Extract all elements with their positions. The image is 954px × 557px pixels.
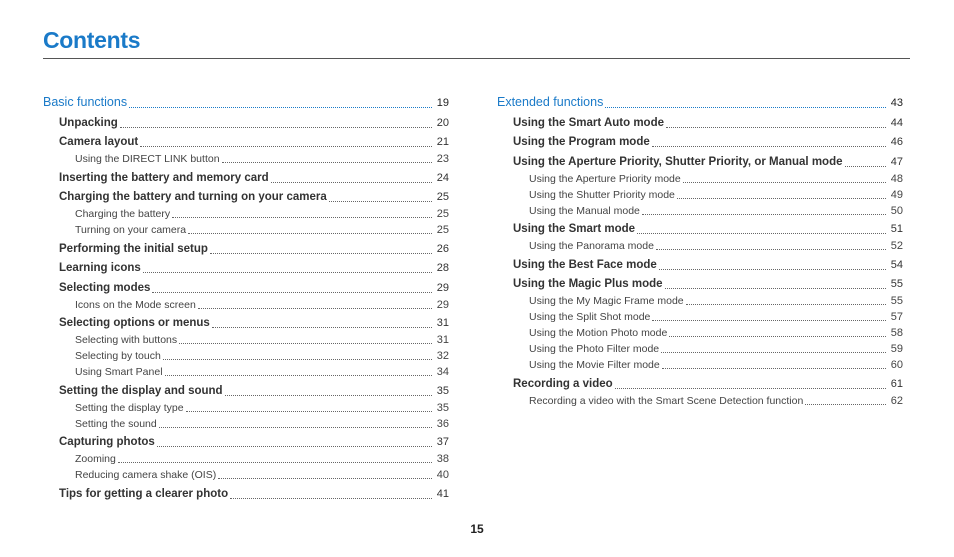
toc-leader-dots	[179, 342, 432, 344]
toc-entry[interactable]	[497, 257, 903, 274]
toc-page-number: 24	[436, 171, 449, 184]
toc-leader-dots	[637, 232, 886, 234]
toc-entry[interactable]	[43, 383, 449, 400]
toc-page-number: 57	[890, 311, 903, 323]
toc-entry[interactable]	[43, 348, 449, 364]
toc-entry-label: Using the Manual mode	[529, 204, 640, 217]
toc-entry-label: Icons on the Mode screen	[75, 298, 196, 311]
toc-page-number: 29	[436, 298, 449, 311]
toc-entry-label: Tips for getting a clearer photo	[59, 487, 229, 500]
toc-entry-label: Unpacking	[59, 116, 118, 129]
toc-leader-dots	[642, 213, 886, 215]
toc-leader-dots	[329, 200, 432, 202]
toc-entry[interactable]	[497, 238, 903, 254]
toc-leader-dots	[152, 291, 432, 293]
toc-section-basic-functions[interactable]	[43, 92, 449, 112]
toc-leader-dots	[661, 351, 886, 353]
toc-column-right	[497, 92, 903, 409]
toc-leader-dots	[120, 126, 432, 128]
toc-leader-dots	[615, 387, 886, 389]
toc-entry-label: Setting the sound	[75, 417, 157, 430]
toc-entry-label: Using the DIRECT LINK button	[75, 153, 220, 165]
page-number: 15	[470, 522, 484, 536]
toc-leader-dots	[652, 145, 886, 147]
toc-leader-dots	[222, 161, 432, 163]
toc-entry[interactable]	[43, 486, 449, 503]
toc-entry-label: Camera layout	[59, 136, 139, 148]
toc-entry[interactable]	[497, 203, 903, 219]
toc-entry-label: Using the Photo Filter mode	[529, 343, 660, 355]
toc-entry-label: Selecting modes	[59, 281, 151, 294]
toc-entry[interactable]	[43, 434, 449, 451]
toc-leader-dots	[805, 403, 886, 405]
toc-entry-label: Charging the battery	[75, 208, 171, 220]
toc-entry-label: Reducing camera shake (OIS)	[75, 469, 217, 481]
toc-entry[interactable]	[43, 364, 449, 380]
toc-page-number: 61	[890, 377, 903, 390]
toc-entry-label: Using the My Magic Frame mode	[529, 295, 684, 307]
toc-column-left	[43, 92, 449, 503]
toc-entry-label: Setting the display and sound	[59, 384, 223, 397]
toc-leader-dots	[140, 145, 432, 147]
toc-page-number: 50	[890, 204, 903, 217]
toc-page-number: 40	[436, 469, 449, 481]
toc-leader-dots	[212, 326, 432, 328]
toc-entry-label: Setting the display type	[75, 401, 184, 414]
toc-page-number: 44	[890, 116, 903, 129]
toc-leader-dots	[218, 477, 432, 479]
toc-entry[interactable]	[43, 134, 449, 151]
toc-page-number: 23	[436, 153, 449, 165]
toc-page-number: 19	[436, 97, 449, 109]
toc-leader-dots	[129, 106, 432, 108]
toc-page-number: 28	[436, 262, 449, 274]
toc-entry-label: Recording a video	[513, 377, 613, 390]
toc-entry-label: Using Smart Panel	[75, 366, 163, 378]
toc-page-number: 52	[890, 240, 903, 252]
toc-entry[interactable]	[43, 206, 449, 222]
toc-entry[interactable]	[43, 260, 449, 277]
toc-entry-label: Selecting with buttons	[75, 334, 178, 346]
toc-page-number: 34	[436, 366, 449, 378]
toc-section-extended-functions[interactable]	[497, 92, 903, 112]
toc-entry-label: Zooming	[75, 453, 116, 465]
toc-entry-label: Using the Motion Photo mode	[529, 327, 668, 339]
toc-leader-dots	[159, 426, 432, 428]
toc-entry-label: Learning icons	[59, 262, 141, 274]
toc-page-number: 25	[436, 191, 449, 203]
toc-page-number: 55	[890, 278, 903, 290]
toc-entry-label: Using the Smart mode	[513, 223, 636, 235]
toc-entry-label: Using the Movie Filter mode	[529, 359, 660, 371]
toc-page-number: 43	[890, 97, 903, 109]
toc-leader-dots	[605, 106, 886, 108]
toc-entry[interactable]	[497, 134, 903, 151]
toc-leader-dots	[225, 394, 432, 396]
toc-entry[interactable]	[43, 151, 449, 167]
toc-entry[interactable]	[43, 315, 449, 332]
toc-entry[interactable]	[43, 170, 449, 187]
toc-entry-label: Using the Split Shot mode	[529, 311, 651, 323]
toc-leader-dots	[188, 232, 432, 234]
toc-entry-label: Inserting the battery and memory card	[59, 171, 269, 184]
toc-page-number: 25	[436, 208, 449, 220]
toc-section-label: Extended functions	[497, 95, 604, 109]
toc-leader-dots	[683, 181, 886, 183]
toc-page-number: 54	[890, 258, 903, 271]
toc-entry-label: Using the Aperture Priority mode	[529, 172, 681, 185]
toc-leader-dots	[165, 374, 432, 376]
toc-leader-dots	[677, 197, 886, 199]
toc-section-label: Basic functions	[43, 95, 128, 109]
toc-page-number: 26	[436, 242, 449, 255]
toc-page-number: 38	[436, 453, 449, 465]
toc-entry[interactable]	[43, 416, 449, 432]
toc-entry[interactable]	[43, 280, 449, 297]
toc-page-number: 49	[890, 188, 903, 201]
toc-page-number: 60	[890, 359, 903, 371]
toc-entry-label: Performing the initial setup	[59, 242, 208, 255]
toc-leader-dots	[662, 367, 886, 369]
toc-entry[interactable]	[497, 293, 903, 309]
toc-entry[interactable]	[497, 376, 903, 393]
toc-leader-dots	[157, 445, 432, 447]
toc-page-number: 20	[436, 116, 449, 129]
toc-entry-label: Selecting by touch	[75, 350, 161, 362]
toc-entry[interactable]	[43, 332, 449, 348]
toc-entry-label: Using the Program mode	[513, 136, 650, 148]
toc-page-number: 35	[436, 384, 449, 397]
page-title: Contents	[43, 27, 141, 53]
toc-leader-dots	[666, 126, 886, 128]
toc-entry-label: Recording a video with the Smart Scene Detection function	[529, 394, 804, 407]
toc-page-number: 36	[436, 417, 449, 430]
toc-entry[interactable]	[43, 241, 449, 258]
toc-entry-label: Charging the battery and turning on your camera	[59, 191, 327, 203]
toc-page-number: 46	[890, 136, 903, 148]
toc-entry-label: Using the Best Face mode	[513, 258, 657, 271]
toc-page-number: 35	[436, 401, 449, 414]
toc-entry[interactable]	[43, 222, 449, 238]
toc-leader-dots	[198, 307, 432, 309]
toc-leader-dots	[665, 287, 886, 289]
toc-entry-label: Selecting options or menus	[59, 317, 210, 329]
toc-entry-label: Using the Shutter Priority mode	[529, 188, 675, 201]
toc-entry-label: Using the Panorama mode	[529, 240, 654, 252]
toc-page-number: 41	[436, 487, 449, 500]
toc-leader-dots	[118, 461, 432, 463]
toc-entry-label: Capturing photos	[59, 436, 155, 448]
toc-entry[interactable]	[497, 221, 903, 238]
toc-leader-dots	[845, 165, 887, 167]
toc-page-number: 59	[890, 343, 903, 355]
toc-entry-label: Using the Smart Auto mode	[513, 116, 664, 129]
toc-leader-dots	[652, 319, 886, 321]
toc-entry-label: Using the Magic Plus mode	[513, 278, 663, 290]
toc-page-number: 47	[890, 155, 903, 168]
toc-entry[interactable]	[497, 187, 903, 203]
toc-leader-dots	[271, 181, 432, 183]
toc-leader-dots	[230, 497, 432, 499]
toc-entry[interactable]	[43, 115, 449, 132]
toc-entry[interactable]	[43, 297, 449, 313]
toc-leader-dots	[172, 216, 432, 218]
toc-page-number: 62	[890, 394, 903, 407]
title-divider	[43, 58, 910, 59]
toc-page-number: 29	[436, 281, 449, 294]
toc-entry[interactable]	[497, 325, 903, 341]
toc-leader-dots	[163, 358, 432, 360]
toc-leader-dots	[186, 410, 432, 412]
toc-entry[interactable]	[43, 451, 449, 467]
toc-entry-label: Using the Aperture Priority, Shutter Priority, or Manual mode	[513, 155, 843, 168]
toc-entry[interactable]	[497, 309, 903, 325]
toc-entry[interactable]	[497, 357, 903, 373]
toc-leader-dots	[656, 248, 886, 250]
toc-entries-left	[43, 115, 449, 503]
toc-page-number: 31	[436, 334, 449, 346]
toc-entries-right	[497, 115, 903, 409]
toc-page-number: 58	[890, 327, 903, 339]
toc-page-number: 31	[436, 317, 449, 329]
toc-entry[interactable]	[497, 393, 903, 409]
toc-entry[interactable]	[497, 154, 903, 171]
toc-entry[interactable]	[43, 189, 449, 206]
toc-page-number: 55	[890, 295, 903, 307]
toc-page-number: 21	[436, 136, 449, 148]
toc-entry[interactable]	[43, 400, 449, 416]
toc-leader-dots	[686, 303, 886, 305]
toc-page-number: 48	[890, 172, 903, 185]
toc-entry[interactable]	[497, 171, 903, 187]
toc-page-number: 32	[436, 350, 449, 362]
toc-entry-label: Turning on your camera	[75, 224, 187, 236]
toc-leader-dots	[143, 271, 432, 273]
toc-entry[interactable]	[497, 115, 903, 132]
toc-page-number: 51	[890, 223, 903, 235]
toc-leader-dots	[210, 252, 432, 254]
toc-entry[interactable]	[43, 467, 449, 483]
toc-page-number: 25	[436, 224, 449, 236]
toc-entry[interactable]	[497, 276, 903, 293]
toc-page-number: 37	[436, 436, 449, 448]
toc-leader-dots	[669, 335, 886, 337]
toc-entry[interactable]	[497, 341, 903, 357]
toc-leader-dots	[659, 268, 886, 270]
